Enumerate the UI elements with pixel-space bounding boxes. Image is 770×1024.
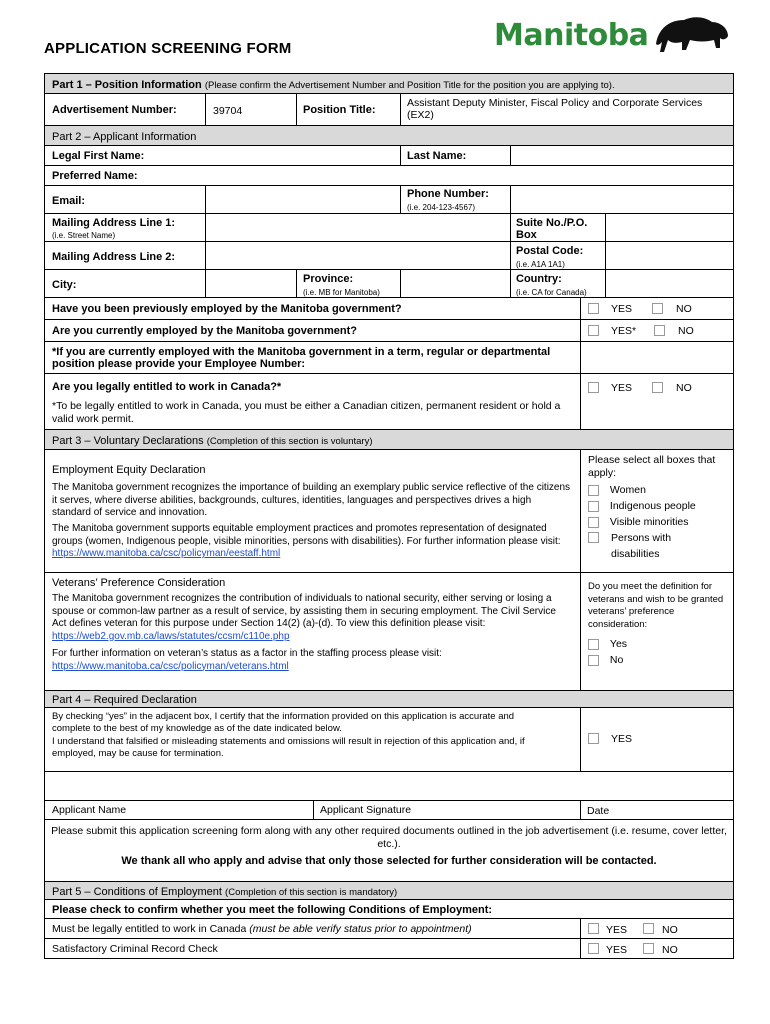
province-hint: (i.e. MB for Manitoba): [303, 288, 380, 297]
email-label: Email:: [52, 195, 86, 207]
veterans-title: Veterans’ Preference Consideration: [52, 577, 226, 589]
condition-work-no-label: NO: [662, 924, 678, 936]
part3-header: [45, 430, 733, 450]
position-info-row: [45, 94, 733, 126]
condition-work-italic: (must be able verify status prior to appointment): [249, 923, 472, 935]
part4-header: [45, 691, 733, 708]
province-field[interactable]: [401, 270, 509, 297]
last-name-label: Last Name:: [407, 150, 467, 162]
condition-criminal-no-label: NO: [662, 944, 678, 956]
condition-work-yes-label: YES: [606, 924, 628, 936]
signature-area[interactable]: [45, 772, 733, 800]
submission-note-row: [45, 820, 733, 882]
condition-criminal-yes-checkbox[interactable]: [588, 943, 599, 954]
country-label: Country:: [516, 273, 562, 285]
email-field[interactable]: [206, 186, 399, 213]
legal-entitlement-no-checkbox[interactable]: [652, 382, 663, 393]
address1-hint: (i.e. Street Name): [52, 231, 116, 240]
address1-row: [45, 214, 733, 242]
condition-work-row: [45, 919, 733, 939]
part1-heading: Part 1 – Position Information: [52, 79, 202, 91]
condition-work-yes-checkbox[interactable]: [588, 923, 599, 934]
currently-employed-no-checkbox[interactable]: [654, 325, 665, 336]
part5-note: (Completion of this section is mandatory): [225, 887, 398, 898]
previously-employed-row: [45, 298, 733, 320]
veterans-no-option[interactable]: No: [588, 652, 627, 668]
condition-criminal-row: [45, 939, 733, 959]
employment-equity-paragraph-1: The Manitoba government recognizes the importance of building an exemplary public service reflective of the citizens it serves, where diverse abilities, backgrounds, cultures, identities, languages and perspectives drives a high standard of service and innovation.: [52, 482, 571, 518]
part1-note: (Please confirm the Advertisement Number and Position Title for the position you are applying to).: [204, 80, 615, 91]
veterans-text-1: The Manitoba government recognizes the contribution of individuals to national security, either serving or losing a spouse or common-law partner as a result of service, by assisting them in securing employment. The Civil Service Act defines veteran for this purpose under Section 14(2) (a)-(d). To view this definition please visit:: [52, 593, 556, 629]
condition-criminal-yes-label: YES: [606, 944, 628, 956]
part5-heading: Part 5 – Conditions of Employment: [52, 886, 222, 898]
ee-select-instruction: Please select all boxes that apply:: [588, 454, 716, 479]
part3-note: (Completion of this section is voluntary): [206, 436, 373, 447]
bison-icon: [650, 14, 732, 58]
location-row: [45, 270, 733, 298]
part5-instruction-row: [45, 900, 733, 919]
suite-label: Suite No./P.O. Box: [516, 217, 588, 241]
application-form: [44, 73, 734, 959]
legal-entitlement-yes-checkbox[interactable]: [588, 382, 599, 393]
part5-header: [45, 882, 733, 900]
part1-header: [45, 74, 733, 94]
ee-option-visible-minorities[interactable]: Visible minorities: [588, 514, 728, 530]
previously-employed-no-label: NO: [676, 303, 692, 315]
submission-note: Please submit this application screening form along with any other required documents outlined in the job advertisement (i.e. resume, cover letter, etc.).: [51, 825, 727, 850]
currently-employed-no-label: NO: [678, 325, 694, 337]
postal-code-label: Postal Code:: [516, 245, 584, 257]
currently-employed-yes-label: YES*: [611, 325, 637, 337]
logo-text: Manitoba: [494, 18, 649, 53]
ee-option-indigenous[interactable]: Indigenous people: [588, 498, 728, 514]
veterans-yes-option[interactable]: Yes: [588, 636, 627, 652]
veterans-paragraph-1: [52, 593, 572, 643]
address2-row: [45, 242, 733, 270]
postal-code-hint: (i.e. A1A 1A1): [516, 260, 565, 269]
employee-number-row: [45, 342, 733, 374]
city-field[interactable]: [206, 270, 294, 297]
declaration-yes-checkbox[interactable]: [588, 733, 599, 744]
employee-number-note: *If you are currently employed with the Manitoba government in a term, regular or departmental position please provide your Employee Number:: [52, 346, 551, 370]
address2-field[interactable]: [206, 242, 508, 269]
currently-employed-yes-checkbox[interactable]: [588, 325, 599, 336]
declaration-paragraph-2: I understand that falsified or misleading statements and omissions will result in rejection of this application and, if employed, may be cause for termination.: [52, 736, 525, 759]
currently-employed-row: [45, 320, 733, 342]
contact-row: [45, 186, 733, 214]
declaration-yes-label: YES: [611, 733, 633, 745]
previously-employed-yes-checkbox[interactable]: [588, 303, 599, 314]
previously-employed-yes-label: YES: [611, 303, 633, 315]
part5-instruction: Please check to confirm whether you meet the following Conditions of Employment:: [52, 904, 493, 916]
advertisement-number-field[interactable]: 39704: [213, 105, 243, 117]
manitoba-logo: [494, 14, 734, 58]
legal-entitlement-yes-label: YES: [611, 382, 633, 394]
part4-heading: Part 4 – Required Declaration: [52, 694, 197, 706]
veterans-text-2: For further information on veteran’s status as a factor in the staffing process please visit:: [52, 648, 442, 659]
last-name-field[interactable]: [511, 146, 733, 165]
suite-field[interactable]: [606, 214, 733, 241]
part2-header: [45, 126, 733, 146]
legal-entitlement-no-label: NO: [676, 382, 692, 394]
currently-employed-question: Are you currently employed by the Manitoba government?: [52, 325, 357, 337]
part3-heading: Part 3 – Voluntary Declarations: [52, 435, 204, 447]
employment-equity-section: [45, 450, 733, 573]
veterans-section: [45, 573, 733, 691]
applicant-name-label: Applicant Name: [52, 804, 127, 816]
condition-work-no-checkbox[interactable]: [643, 923, 654, 934]
preferred-name-label: Preferred Name:: [52, 170, 138, 182]
country-field[interactable]: [606, 270, 733, 297]
phone-label: Phone Number:: [407, 188, 489, 200]
position-title-field[interactable]: Assistant Deputy Minister, Fiscal Policy and Corporate Services (EX2): [407, 97, 703, 121]
legal-entitlement-question: Are you legally entitled to work in Canada?*: [52, 381, 282, 393]
ee-option-women[interactable]: Women: [588, 482, 728, 498]
signature-labels-row: [45, 800, 733, 820]
city-label: City:: [52, 279, 77, 291]
employment-equity-paragraph-2: [52, 523, 572, 561]
part2-heading: Part 2 – Applicant Information: [52, 131, 197, 143]
veterans-paragraph-2: [52, 648, 572, 673]
veterans-policy-link[interactable]: https://www.manitoba.ca/csc/policyman/veterans.html: [52, 660, 289, 672]
condition-criminal-no-checkbox[interactable]: [643, 943, 654, 954]
legal-entitlement-row: [45, 374, 733, 430]
province-label: Province:: [303, 273, 354, 285]
country-hint: (i.e. CA for Canada): [516, 288, 587, 297]
preferred-name-row: [45, 166, 733, 186]
condition-criminal-text: Satisfactory Criminal Record Check: [52, 943, 218, 955]
condition-work-text: [52, 923, 472, 935]
previously-employed-no-checkbox[interactable]: [652, 303, 663, 314]
address2-label: Mailing Address Line 2:: [52, 251, 176, 263]
employment-equity-title: Employment Equity Declaration: [52, 464, 206, 476]
veterans-question: Do you meet the definition for veterans and wish to be granted veterans’ preference consideration:: [588, 581, 724, 630]
declaration-row: [45, 708, 733, 772]
phone-hint: (i.e. 204-123-4567): [407, 203, 476, 212]
employment-equity-text-2: The Manitoba government supports equitable employment practices and promotes representation of designated groups (women, Indigenous people, visible minorities, persons with disabilities). For further information please visit:: [52, 523, 561, 547]
thank-you-note: We thank all who apply and advise that only those selected for further consideration will be contacted.: [121, 855, 657, 867]
employee-number-field[interactable]: [581, 342, 733, 373]
advertisement-number-label: Advertisement Number:: [52, 104, 177, 116]
phone-field[interactable]: [511, 186, 733, 213]
applicant-signature-label: Applicant Signature: [320, 804, 412, 816]
declaration-paragraph-1: By checking “yes” in the adjacent box, I certify that the information provided on this application is accurate and complete to the best of my knowledge as of the date indicated below.: [52, 711, 515, 734]
form-title: APPLICATION SCREENING FORM: [44, 40, 292, 57]
ee-option-disabilities[interactable]: Persons with disabilities: [588, 530, 728, 562]
first-name-label: Legal First Name:: [52, 150, 145, 162]
condition-work-main: Must be legally entitled to work in Canada: [52, 923, 250, 935]
date-label: Date: [587, 805, 610, 817]
previously-employed-question: Have you been previously employed by the Manitoba government?: [52, 303, 402, 315]
address1-label: Mailing Address Line 1:: [52, 217, 176, 229]
postal-code-field[interactable]: [606, 242, 733, 269]
position-title-label: Position Title:: [303, 104, 376, 116]
legal-entitlement-note: *To be legally entitled to work in Canada, you must be either a Canadian citizen, permanent resident or hold a valid work permit.: [52, 400, 561, 425]
employment-equity-link[interactable]: https://www.manitoba.ca/csc/policyman/eestaff.html: [52, 548, 281, 559]
address1-field[interactable]: [206, 214, 508, 241]
name-row: [45, 146, 733, 166]
veterans-statute-link[interactable]: https://web2.gov.mb.ca/laws/statutes/ccsm/c110e.php: [52, 630, 290, 642]
